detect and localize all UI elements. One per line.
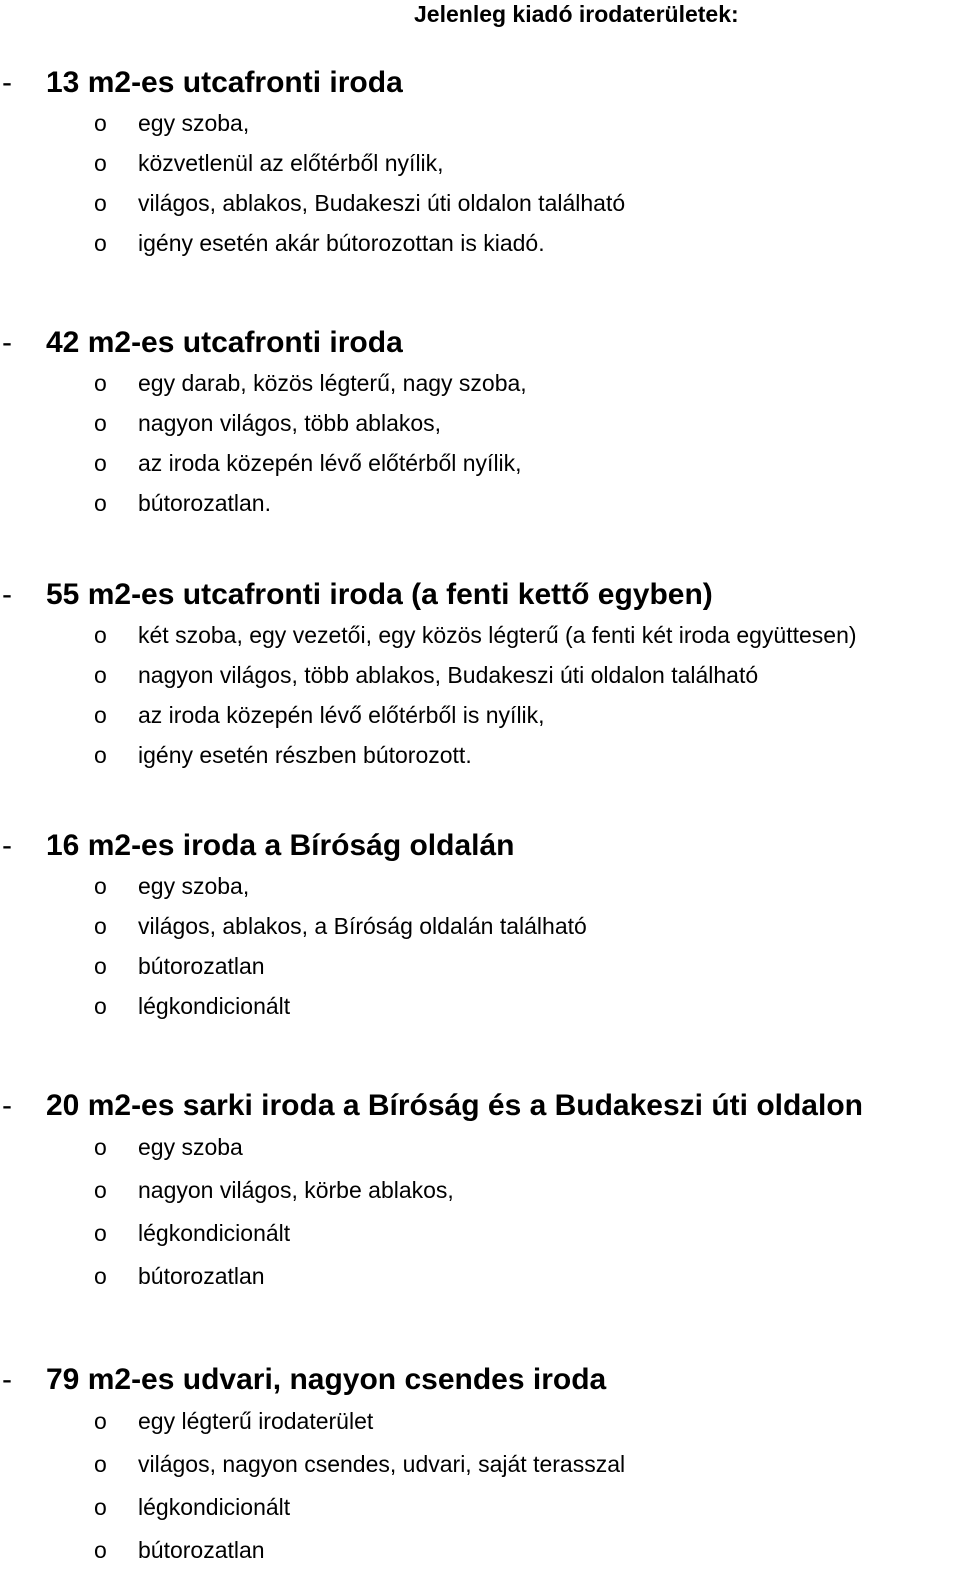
list-item-text: egy szoba, <box>138 110 250 136</box>
dash-marker: - <box>2 326 12 359</box>
list-item <box>0 223 960 263</box>
section-title-text: 20 m2-es sarki iroda a Bíróság és a Budakeszi úti oldalon <box>46 1089 863 1122</box>
office-section-79m2 <box>0 1360 960 1572</box>
list-item-text: két szoba, egy vezetői, egy közös légterű (a fenti két iroda együttesen) <box>138 622 857 648</box>
section-title <box>0 63 960 103</box>
office-section-13m2 <box>0 63 960 263</box>
list-item-text: nagyon világos, körbe ablakos, <box>138 1177 454 1203</box>
list-item-text: légkondicionált <box>138 1494 291 1520</box>
list-item-text: bútorozatlan <box>138 953 265 979</box>
list-item <box>0 1126 960 1169</box>
section-title-text: 16 m2-es iroda a Bíróság oldalán <box>46 829 515 862</box>
bullet-icon: o <box>94 410 107 436</box>
list-item-text: egy szoba, <box>138 873 250 899</box>
list-item <box>0 695 960 735</box>
list-item-text: az iroda közepén lévő előtérből nyílik, <box>138 450 522 476</box>
bullet-icon: o <box>94 1494 107 1520</box>
list-item-text: egy légterű irodaterület <box>138 1408 374 1434</box>
list-item <box>0 986 960 1026</box>
page-heading: Jelenleg kiadó irodaterületek: <box>414 1 739 27</box>
section-title-text: 79 m2-es udvari, nagyon csendes iroda <box>46 1363 607 1396</box>
bullet-icon: o <box>94 490 107 516</box>
list-item <box>0 1212 960 1255</box>
list-item-text: világos, nagyon csendes, udvari, saját terasszal <box>138 1451 626 1477</box>
list-item-text: igény esetén akár bútorozottan is kiadó. <box>138 230 545 256</box>
list-item <box>0 403 960 443</box>
section-title <box>0 1086 960 1126</box>
list-item <box>0 1529 960 1572</box>
section-title-text: 55 m2-es utcafronti iroda (a fenti kettő egyben) <box>46 578 713 611</box>
dash-marker: - <box>2 1363 12 1396</box>
feature-list <box>0 1400 960 1572</box>
bullet-icon: o <box>94 1220 107 1246</box>
bullet-icon: o <box>94 1263 107 1289</box>
section-title <box>0 826 960 866</box>
office-section-42m2 <box>0 323 960 523</box>
list-item <box>0 866 960 906</box>
list-item <box>0 483 960 523</box>
office-section-16m2 <box>0 826 960 1026</box>
feature-list <box>0 866 960 1026</box>
bullet-icon: o <box>94 742 107 768</box>
list-item-text: nagyon világos, több ablakos, Budakeszi úti oldalon található <box>138 662 759 688</box>
list-item-text: nagyon világos, több ablakos, <box>138 410 442 436</box>
list-item <box>0 735 960 775</box>
bullet-icon: o <box>94 370 107 396</box>
list-item <box>0 143 960 183</box>
bullet-icon: o <box>94 1537 107 1563</box>
list-item <box>0 655 960 695</box>
section-title-text: 13 m2-es utcafronti iroda <box>46 66 403 99</box>
list-item-text: légkondicionált <box>138 993 291 1019</box>
dash-marker: - <box>2 578 12 611</box>
bullet-icon: o <box>94 450 107 476</box>
list-item <box>0 363 960 403</box>
bullet-icon: o <box>94 662 107 688</box>
list-item <box>0 183 960 223</box>
list-item-text: egy szoba <box>138 1134 243 1160</box>
bullet-icon: o <box>94 1177 107 1203</box>
bullet-icon: o <box>94 622 107 648</box>
section-title-text: 42 m2-es utcafronti iroda <box>46 326 403 359</box>
list-item-text: légkondicionált <box>138 1220 291 1246</box>
feature-list <box>0 615 960 775</box>
list-item-text: bútorozatlan <box>138 1263 265 1289</box>
feature-list <box>0 1126 960 1298</box>
list-item <box>0 1486 960 1529</box>
office-section-55m2 <box>0 575 960 775</box>
list-item <box>0 1443 960 1486</box>
list-item-text: világos, ablakos, a Bíróság oldalán található <box>138 913 587 939</box>
section-title <box>0 323 960 363</box>
list-item-text: az iroda közepén lévő előtérből is nyílik, <box>138 702 545 728</box>
bullet-icon: o <box>94 190 107 216</box>
list-item <box>0 946 960 986</box>
section-title <box>0 575 960 615</box>
list-item <box>0 1169 960 1212</box>
list-item <box>0 906 960 946</box>
list-item-text: egy darab, közös légterű, nagy szoba, <box>138 370 527 396</box>
list-item-text: közvetlenül az előtérből nyílik, <box>138 150 444 176</box>
list-item-text: világos, ablakos, Budakeszi úti oldalon található <box>138 190 626 216</box>
bullet-icon: o <box>94 230 107 256</box>
dash-marker: - <box>2 829 12 862</box>
list-item <box>0 103 960 143</box>
bullet-icon: o <box>94 1134 107 1160</box>
bullet-icon: o <box>94 1408 107 1434</box>
feature-list <box>0 103 960 263</box>
dash-marker: - <box>2 66 12 99</box>
bullet-icon: o <box>94 110 107 136</box>
feature-list <box>0 363 960 523</box>
bullet-icon: o <box>94 913 107 939</box>
list-item <box>0 1255 960 1298</box>
bullet-icon: o <box>94 873 107 899</box>
bullet-icon: o <box>94 953 107 979</box>
list-item-text: igény esetén részben bútorozott. <box>138 742 472 768</box>
section-title <box>0 1360 960 1400</box>
office-section-20m2 <box>0 1086 960 1298</box>
bullet-icon: o <box>94 150 107 176</box>
bullet-icon: o <box>94 702 107 728</box>
bullet-icon: o <box>94 1451 107 1477</box>
list-item <box>0 615 960 655</box>
bullet-icon: o <box>94 993 107 1019</box>
list-item <box>0 443 960 483</box>
dash-marker: - <box>2 1089 12 1122</box>
list-item-text: bútorozatlan. <box>138 490 271 516</box>
list-item-text: bútorozatlan <box>138 1537 265 1563</box>
list-item <box>0 1400 960 1443</box>
